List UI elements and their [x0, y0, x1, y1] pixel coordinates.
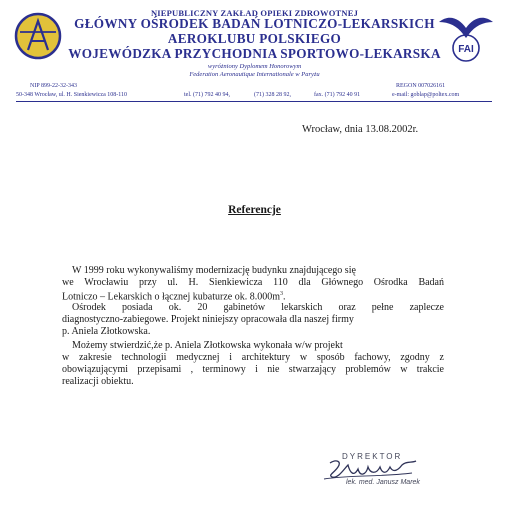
body-p2-line3: p. Aniela Złotkowska.	[62, 326, 151, 337]
email: e-mail: goblap@poltex.com	[392, 92, 460, 98]
award-line2: Federation Aeronautique Internationale w Paryżu	[189, 71, 320, 78]
letter-date: Wrocław, dnia 13.08.2002r.	[302, 124, 419, 135]
fax-number: fax. (71) 792 40 91	[314, 92, 361, 98]
body-p3-line1: Możemy stwierdzić,że p. Aniela Złotkowska wykonała w/w projekt	[72, 340, 343, 351]
address: 50-348 Wrocław, ul. H. Sienkiewicza 108-110	[16, 92, 128, 98]
fai-logo-text: FAI	[458, 44, 474, 55]
org-name-line3: WOJEWÓDZKA PRZYCHODNIA SPORTOWO-LEKARSKA	[68, 46, 441, 61]
body-p3-line4: realizacji obiektu.	[62, 376, 134, 387]
body-p2-line2: diagnostyczno-zabiegowe. Projekt niniejszy opracowała dla naszej firmy	[62, 314, 354, 325]
body-p3-line3: obowiązującymi przepisami , terminowy i nie stwarzający problemów w trakcie	[62, 364, 444, 375]
letter-title: Referencje	[228, 204, 281, 216]
body-p3-line2: w zakresie technologii medycznej i architektury w sposób fachowy, zgodny z	[62, 352, 444, 363]
award-line1: wyróżniony Dyplomem Honorowym	[207, 63, 302, 70]
nip-number: NIP 899-22-32-343	[30, 83, 77, 89]
phone-2: (71) 328 28 92,	[254, 92, 291, 98]
signature-role: DYREKTOR	[342, 452, 403, 461]
body-p1-line3: Lotniczo – Lekarskich o łącznej kubaturze ok. $8.000m^3$.	[62, 291, 286, 303]
org-name-line2: AEROKLUBU POLSKIEGO	[167, 31, 342, 46]
org-name-line1: GŁÓWNY OŚRODEK BADAŃ LOTNICZO-LEKARSKICH	[74, 16, 435, 31]
body-p1-line1: W 1999 roku wykonywaliśmy modernizację budynku znajdującego się	[72, 265, 356, 276]
header-divider	[16, 101, 492, 102]
body-p2-line1: Ośrodek posiada ok. 20 gabinetów lekarskich oraz pełne zaplecze	[72, 302, 444, 313]
signature-name: lek. med. Janusz Marek	[346, 479, 420, 486]
regon-number: REGON 007026161	[396, 83, 446, 89]
body-p1-line2: we Wrocławiu przy ul. H. Sienkiewicza 110 dla Głównego Ośrodka Badań	[62, 277, 444, 288]
phone-1: tel. (71) 792 40 94,	[184, 92, 230, 98]
org-type-line: NIEPUBLICZNY ZAKŁAD OPIEKI ZDROWOTNEJ	[150, 8, 359, 18]
